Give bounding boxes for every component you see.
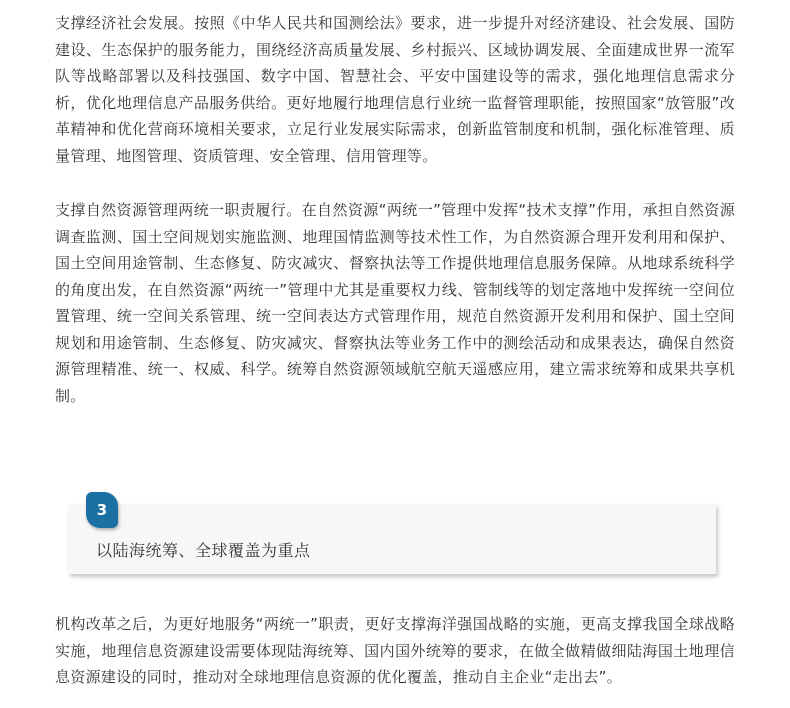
paragraph-natural-resources: 支撑自然资源管理两统一职责履行。在自然资源“两统一”管理中发挥“技术支撑”作用，承担自然资源调查监测、国土空间规划实施监测、地理国情监测等技术性工作，为自然资源合理开发利用和保护、国土空间用途管制、生态修复、防灾减灾、督察执法等工作提供地理信息服务保障。从地球系统科学的角度出发，在自然资源“两统一”管理中尤其是重要权力线、管制线等的划定落地中发挥统一空间位置管理、统一空间关系管理、统一空间表达方式管理作用，规范自然资源开发利用和保护、国土空间规划和用途管制、生态修复、防灾减灾、督察执法等业务工作中的测绘活动和成果表达，确保自然资源管理精准、统一、权威、科学。统筹自然资源领域航空航天遥感应用，建立需求统筹和成果共享机制。 (55, 201, 735, 405)
paragraph-economic-support: 支撑经济社会发展。按照《中华人民共和国测绘法》要求，进一步提升对经济建设、社会发展、国防建设、生态保护的服务能力，围绕经济高质量发展、乡村振兴、区域协调发展、全面建成世界一流军队等战略部署以及科技强国、数字中国、智慧社会、平安中国建设等的需求，强化地理信息需求分析，优化地理信息产品服务供给。更好地履行地理信息行业统一监督管理职能，按照国家“放管服”改革精神和优化营商环境相关要求，立足行业发展实际需求，创新监管制度和机制，强化标准管理、质量管理、地图管理、资质管理、安全管理、信用管理等。 (55, 14, 735, 165)
section-number-badge: 3 (86, 492, 118, 528)
article-body (55, 0, 735, 409)
section-title: 以陆海统筹、全球覆盖为重点 (96, 541, 311, 560)
paragraph-land-sea: 机构改革之后，为更好地服务“两统一”职责，更好支撑海洋强国战略的实施，更高支撑我国全球战略实施，地理信息资源建设需要体现陆海统筹、国内国外统筹的要求，在做全做精做细陆海国土地理信息资源建设的同时，推动对全球地理信息资源的优化覆盖，推动自主企业“走出去”。 (55, 615, 735, 686)
article-body-continued (55, 611, 735, 691)
